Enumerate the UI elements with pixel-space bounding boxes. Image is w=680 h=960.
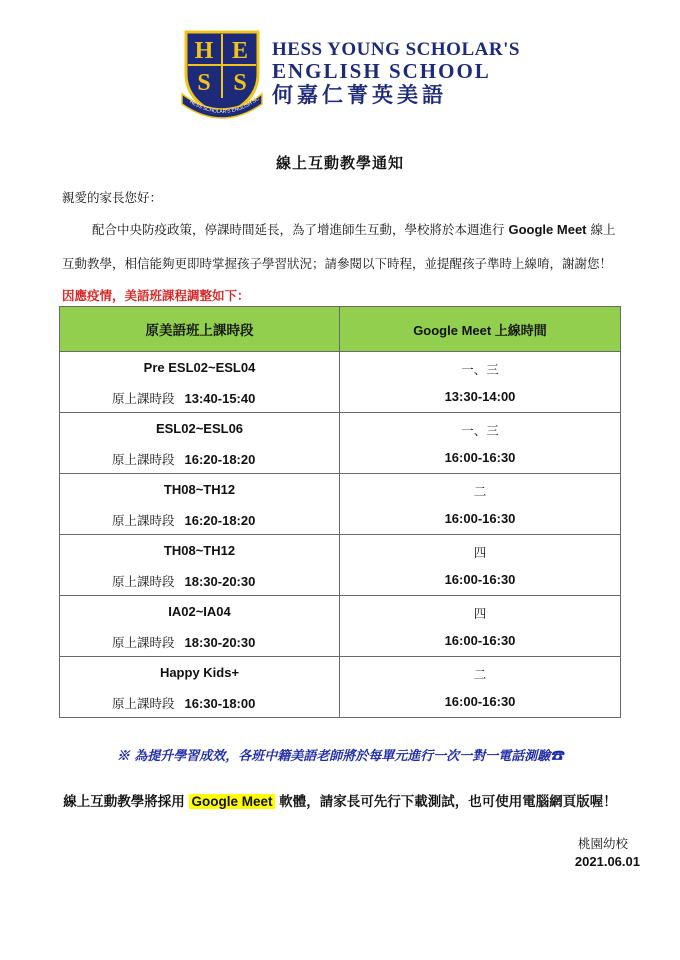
class-name: Happy Kids+ xyxy=(159,665,240,680)
original-session-cell xyxy=(60,474,340,535)
logo-letter-2: E xyxy=(231,38,249,64)
class-name: IA02~IA04 xyxy=(168,604,231,619)
meet-time: 16:00-16:30 xyxy=(444,633,516,648)
original-time xyxy=(112,389,255,407)
meet-session-cell xyxy=(340,352,621,413)
logo-ribbon-text: HESS SCHOLAR'S ENGLISH SC xyxy=(188,95,261,116)
school-name xyxy=(272,40,520,108)
original-time xyxy=(112,694,255,712)
original-time-value: 16:30-18:00 xyxy=(184,696,256,711)
meet-days: 二 xyxy=(473,667,487,682)
schedule-table xyxy=(59,306,621,718)
body-line-1-brand: Google Meet xyxy=(508,222,587,237)
class-name: TH08~TH12 xyxy=(163,482,236,497)
software-notice-post: 軟體，請家長可先行下載測試，也可使用電腦網頁版喔！ xyxy=(279,794,617,810)
school-name-en-line2: ENGLISH SCHOOL xyxy=(272,59,491,83)
original-time-label: 原上課時段 xyxy=(112,513,175,528)
body-line-1-post: 線上 xyxy=(590,222,616,237)
class-name: TH08~TH12 xyxy=(163,543,236,558)
original-session-cell xyxy=(60,413,340,474)
original-time xyxy=(112,450,255,468)
meet-time: 16:00-16:30 xyxy=(444,694,516,709)
campus-name: 桃園幼校 xyxy=(577,836,628,851)
software-highlight: Google Meet xyxy=(191,794,273,809)
header-original-time: 原美語班上課時段 xyxy=(60,307,340,352)
header xyxy=(180,28,520,120)
notice-title: 線上互動教學通知 xyxy=(275,154,404,172)
table-row xyxy=(60,657,621,718)
original-time xyxy=(112,511,255,529)
school-name-zh: 何嘉仁菁英美語 xyxy=(272,82,447,107)
original-time-label: 原上課時段 xyxy=(112,635,175,650)
body-line-2: 互動教學，相信能夠更即時掌握孩子學習狀況；請參閱以下時程，並提醒孩子準時上線唷，謝謝您！ xyxy=(62,256,613,271)
meet-days: 四 xyxy=(473,606,487,621)
original-time-value: 13:40-15:40 xyxy=(184,391,256,406)
meet-days: 一、三 xyxy=(461,362,499,377)
original-session-cell xyxy=(60,657,340,718)
table-row xyxy=(60,352,621,413)
meet-time: 13:30-14:00 xyxy=(444,389,516,404)
table-row xyxy=(60,474,621,535)
table-row xyxy=(60,413,621,474)
school-name-en-line1: HESS YOUNG SCHOLAR'S xyxy=(272,39,520,60)
original-time-value: 16:20-18:20 xyxy=(184,452,256,467)
meet-days: 一、三 xyxy=(461,423,499,438)
original-time-value: 18:30-20:30 xyxy=(184,635,256,650)
logo-letter-4: S xyxy=(233,70,247,96)
table-header-row xyxy=(60,307,621,352)
schedule-change-notice: 因應疫情，美語班課程調整如下： xyxy=(62,288,250,303)
class-name: ESL02~ESL06 xyxy=(155,421,244,436)
school-crest-logo xyxy=(180,28,264,120)
meet-session-cell xyxy=(340,535,621,596)
software-notice xyxy=(0,790,680,810)
original-time-value: 18:30-20:30 xyxy=(184,574,256,589)
meet-session-cell xyxy=(340,657,621,718)
logo-letter-1: H xyxy=(194,38,214,64)
phone-test-note: ※ 為提升學習成效，各班中籍美語老師將於每單元進行一次一對一電話測驗☎ xyxy=(116,749,564,764)
original-time-label: 原上課時段 xyxy=(112,452,175,467)
meet-time: 16:00-16:30 xyxy=(444,572,516,587)
body-line-1 xyxy=(92,220,616,238)
original-session-cell xyxy=(60,352,340,413)
original-time-label: 原上課時段 xyxy=(112,574,175,589)
original-session-cell xyxy=(60,535,340,596)
original-time-value: 16:20-18:20 xyxy=(184,513,256,528)
original-time-label: 原上課時段 xyxy=(112,391,175,406)
logo-letter-3: S xyxy=(197,70,211,96)
meet-time: 16:00-16:30 xyxy=(444,511,516,526)
original-time xyxy=(112,633,255,651)
table-row xyxy=(60,596,621,657)
original-session-cell xyxy=(60,596,340,657)
greeting: 親愛的家長您好： xyxy=(62,190,163,205)
header-google-meet-time: Google Meet 上線時間 xyxy=(340,307,621,352)
table-row xyxy=(60,535,621,596)
class-name: Pre ESL02~ESL04 xyxy=(143,360,256,375)
original-time-label: 原上課時段 xyxy=(112,696,175,711)
meet-session-cell xyxy=(340,413,621,474)
software-notice-pre: 線上互動教學將採用 xyxy=(63,794,185,810)
notice-date: 2021.06.01 xyxy=(574,854,640,869)
original-time xyxy=(112,572,255,590)
body-line-1-pre: 配合中央防疫政策，停課時間延長，為了增進師生互動，學校將於本週進行 xyxy=(92,222,505,237)
meet-time: 16:00-16:30 xyxy=(444,450,516,465)
meet-days: 四 xyxy=(473,545,487,560)
meet-session-cell xyxy=(340,596,621,657)
meet-days: 二 xyxy=(473,484,487,499)
meet-session-cell xyxy=(340,474,621,535)
